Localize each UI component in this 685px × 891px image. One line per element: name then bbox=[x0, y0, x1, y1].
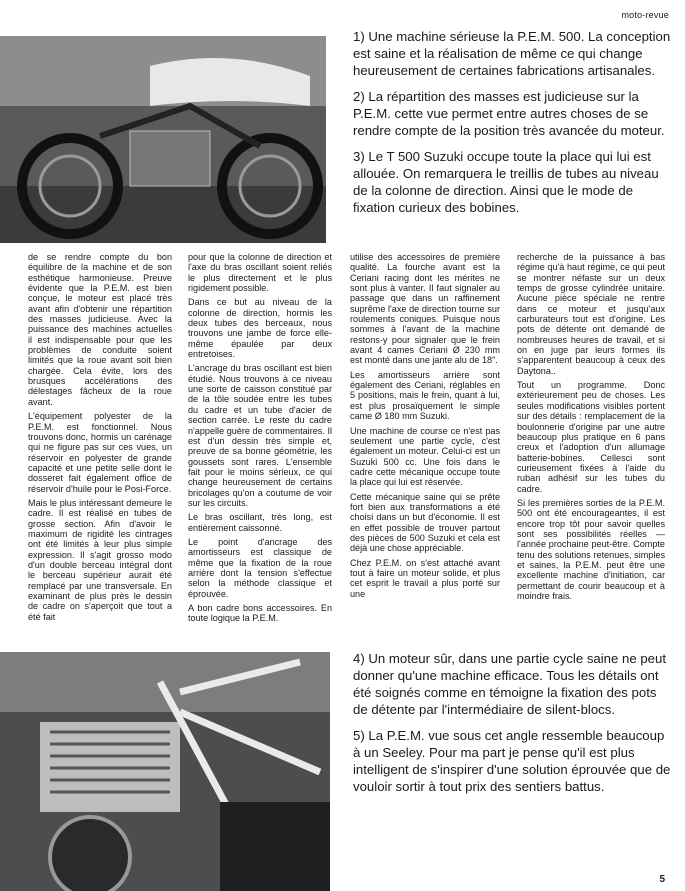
page-number: 5 bbox=[659, 874, 665, 885]
caption-4: 4) Un moteur sûr, dans une partie cycle saine ne peut donner qu'une machine efficace. Tous les détails ont été soignés comme en témoigne la fixation des pots de détente par l'intermédiaire de silent-blocs. bbox=[353, 651, 667, 717]
col1-para-2: L'équipement polyester de la P.E.M. est fonctionnel. Nous trouvons donc, hormis un carénage qui ne figure pas sur ces vues, un réservoir en polyester de grande capacité et une petite selle dont le dosseret fait également office de réservoir d'huile pour le Posi-Force. bbox=[28, 411, 172, 494]
col4-para-2: Tout un programme. Donc extérieurement peu de choses. Les seules modifications visibles portent sur des détails : remplacement de la boulonnerie d'origine par une autre beaucoup plus pratique en 6 pans creux et l'adoption d'un allumage batterie-bobines. Cellesci sont curieusement fixées à l'aide du ruban adhésif sur les tubes du cadre. bbox=[517, 380, 665, 494]
captions-bottom bbox=[353, 650, 673, 804]
col2-para-1: pour que la colonne de direction et l'axe du bras oscillant soient reliés le plus directement et le plus rigidement possible. bbox=[188, 252, 332, 294]
col1-para-3: Mais le plus intéressant demeure le cadre. Il est réalisé en tubes de grosse section. Afin d'avoir le maximum de rigidité les cintrages ont été limités à leur plus simple expression. Il s'agit grosso modo d'un double berceau intégral dont le berceau supérieur aurait été remplacé par une transversale. En examinant de plus près le dessin de cadre on s'aperçoit que tout a été fait bbox=[28, 497, 172, 622]
caption-5: 5) La P.E.M. vue sous cet angle ressemble beaucoup à un Seeley. Pour ma part je pense qu'il est plus intelligent de s'inspirer d'une solution éprouvée que de vouloir sortir à tout prix des sentiers battus. bbox=[353, 728, 671, 794]
engine-detail-illustration bbox=[0, 652, 330, 891]
col4-para-1: recherche de la puissance à bas régime qu'à haut régime, ce qui peut se montrer néfaste sur un deux temps de grosse cylindrée unitaire. Aucune pièce spéciale ne rentre dans ce moteur et jusqu'aux carburateurs tout est d'origine. Les pots de détente ont demandé de nombreuses heures de travail, et si on en juge par leurs formes ils s'apparentent beaucoup à ceux des Daytona.. bbox=[517, 252, 665, 376]
caption-1: 1) Une machine sérieuse la P.E.M. 500. La conception est saine et la réalisation de même ce qui change heureusement de certaines fabrications artisanales. bbox=[353, 29, 671, 78]
col2-para-5: Le point d'ancrage des amortisseurs est classique de même que la fixation de la roue arrière dont la tension s'effectue selon la méthode classique et éprouvée. bbox=[188, 536, 332, 599]
article-column-1 bbox=[28, 252, 172, 626]
col3-para-2: Les amortisseurs arrière sont également des Ceriani, réglables en 5 positions, mais le frein, quant à lui, est plus prosaïquement le simple came Ø 180 mm Suzuki. bbox=[350, 369, 500, 422]
col3-para-4: Cette mécanique saine qui se prête fort bien aux transformations a été choisi dans un but d'économie. Il est en effet possible de trouver partout des pièces de 500 Suzuki et cela est déjà une chose appréciable. bbox=[350, 491, 500, 554]
col1-para-1: de se rendre compte du bon équilibre de la machine et de son esthétique harmonieuse. Preuve évidente que la P.E.M. est bien conçue, le moteur est placé très avant afin d'obtenir une répartition des masses judicieuse. Avec la puissance des machines actuelles il est indispensable pour que les problèmes de conduite soient limités que la roue avant soit bien chargée. Cela évite, lors des brusques accélérations des délestages fâcheux de la roue avant. bbox=[28, 252, 172, 407]
magazine-header: moto-revue bbox=[621, 10, 669, 20]
article-column-4 bbox=[517, 252, 665, 605]
motorcycle-side-illustration bbox=[0, 36, 326, 243]
article-column-3 bbox=[350, 252, 500, 603]
col3-para-3: Une machine de course ce n'est pas seulement une partie cycle, c'est également un moteur. Celui-ci est un Suzuki 500 cc. Une fois dans le cadre cette mécanique occupe toute la place qui lui est réservée. bbox=[350, 425, 500, 488]
captions-top bbox=[353, 28, 673, 225]
col3-para-5: Chez P.E.M. on s'est attaché avant tout à faire un moteur solide, et plus cet esprit le travail a plus porté sur une bbox=[350, 557, 500, 599]
col4-para-3: Si les premières sorties de la P.E.M. 500 ont été encourageantes, il est encore trop tôt pour savoir quelles sont ses possibilités réelles — l'année prochaine peut-être. Compte tenu des solutions retenues, simples et saines, la P.E.M. peut être une excellente machine d'initiation, car permettant de courir beaucoup et à moindre frais. bbox=[517, 497, 665, 601]
col2-para-3: L'ancrage du bras oscillant est bien étudié. Nous trouvons à ce niveau une sorte de caisson constitué par de la tôle soudée entre les tubes du cadre et un tube d'acier de section carrée. Le reste du cadre n'appelle guère de commentaires. Il est d'un dessin très simple et, preuve de sa bonne géométrie, les goussets sont rares. L'ensemble fait pour le moins sérieux, ce qui change heureusement de certains bricolages qu'on a coutume de voir sur les circuits. bbox=[188, 363, 332, 508]
photo-motorcycle-side bbox=[0, 36, 326, 243]
col2-para-4: Le bras oscillant, très long, est entièrement caissonné. bbox=[188, 512, 332, 533]
article-column-2 bbox=[188, 252, 332, 628]
caption-3: 3) Le T 500 Suzuki occupe toute la place qui lui est allouée. On remarquera le treillis de tubes au niveau de la colonne de direction. Ainsi que le mode de fixation curieux des bobines. bbox=[353, 149, 659, 215]
photo-engine-detail bbox=[0, 652, 330, 891]
col2-para-6: A bon cadre bons accessoires. En toute logique la P.E.M. bbox=[188, 603, 332, 624]
col3-para-1: utilise des accessoires de première qualité. La fourche avant est la Ceriani racing dont les mérites ne sont plus à vanter. Il faut signaler au passage que dans un raffinement suprême l'axe de direction tourne sur roulements coniques. Puisque nous sommes à l'avant de la machine restons-y pour signaler que le frein avant 4 cames Ceriani Ø 230 mm est monté dans une jante alu de 18". bbox=[350, 252, 500, 366]
col2-para-2: Dans ce but au niveau de la colonne de direction, hormis les deux tubes des berceaux, nous trouvons une jambe de force elle-même épaulée par deux entretoises. bbox=[188, 297, 332, 360]
caption-2: 2) La répartition des masses est judicieuse sur la P.E.M. cette vue permet entre autres choses de se rendre compte de la position très avancée du moteur. bbox=[353, 89, 665, 138]
